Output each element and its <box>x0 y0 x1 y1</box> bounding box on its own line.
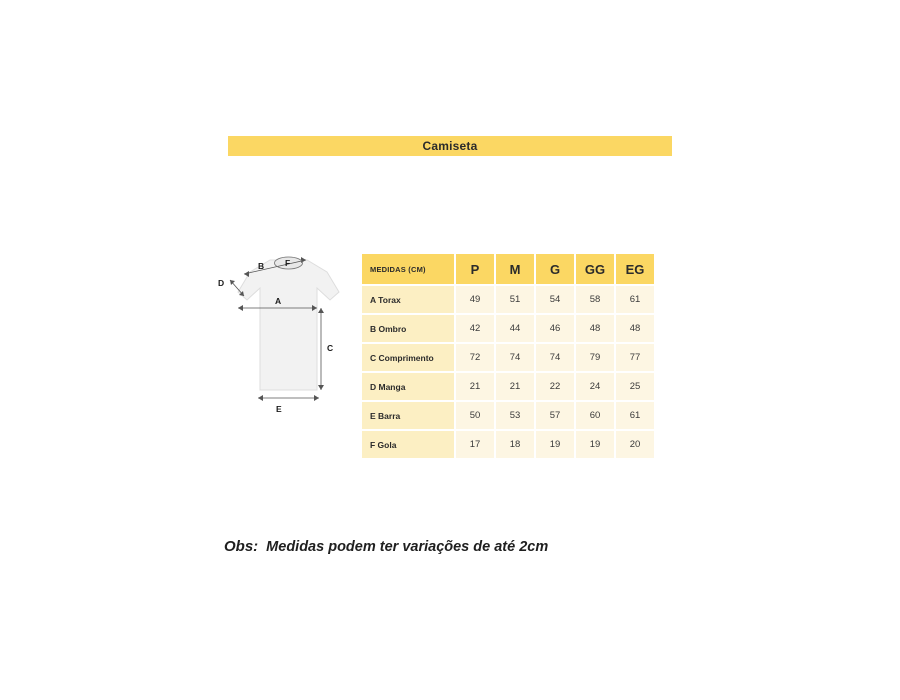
cell-ombro-g: 46 <box>536 315 574 342</box>
cell-torax-gg: 58 <box>576 286 614 313</box>
cell-torax-g: 54 <box>536 286 574 313</box>
size-header-m: M <box>496 254 534 284</box>
chart-title-bar <box>228 136 672 156</box>
cell-barra-m: 53 <box>496 402 534 429</box>
table-corner-header: MEDIDAS (CM) <box>362 254 454 284</box>
table-row <box>362 431 654 458</box>
dimension-label-e: E <box>276 404 282 414</box>
row-label-gola: F Gola <box>362 431 454 458</box>
table-row <box>362 402 654 429</box>
cell-comprimento-g: 74 <box>536 344 574 371</box>
row-label-comprimento: C Comprimento <box>362 344 454 371</box>
row-label-manga: D Manga <box>362 373 454 400</box>
cell-torax-m: 51 <box>496 286 534 313</box>
cell-comprimento-m: 74 <box>496 344 534 371</box>
tshirt-diagram <box>214 238 364 438</box>
cell-manga-p: 21 <box>456 373 494 400</box>
cell-manga-eg: 25 <box>616 373 654 400</box>
cell-ombro-eg: 48 <box>616 315 654 342</box>
cell-manga-m: 21 <box>496 373 534 400</box>
table-row <box>362 344 654 371</box>
cell-gola-gg: 19 <box>576 431 614 458</box>
cell-manga-gg: 24 <box>576 373 614 400</box>
cell-gola-g: 19 <box>536 431 574 458</box>
cell-torax-eg: 61 <box>616 286 654 313</box>
cell-comprimento-eg: 77 <box>616 344 654 371</box>
cell-manga-g: 22 <box>536 373 574 400</box>
row-label-torax: A Torax <box>362 286 454 313</box>
cell-gola-p: 17 <box>456 431 494 458</box>
table-header-row <box>362 254 654 284</box>
cell-gola-m: 18 <box>496 431 534 458</box>
note-line <box>224 538 548 555</box>
cell-ombro-m: 44 <box>496 315 534 342</box>
size-header-g: G <box>536 254 574 284</box>
table-row <box>362 315 654 342</box>
size-header-p: P <box>456 254 494 284</box>
cell-torax-p: 49 <box>456 286 494 313</box>
cell-comprimento-p: 72 <box>456 344 494 371</box>
note-text: Medidas podem ter variações de até 2cm <box>266 539 549 555</box>
cell-ombro-p: 42 <box>456 315 494 342</box>
dimension-label-c: C <box>327 343 334 353</box>
cell-barra-g: 57 <box>536 402 574 429</box>
cell-comprimento-gg: 79 <box>576 344 614 371</box>
cell-barra-gg: 60 <box>576 402 614 429</box>
cell-barra-p: 50 <box>456 402 494 429</box>
note-label: Obs: <box>224 538 259 555</box>
cell-barra-eg: 61 <box>616 402 654 429</box>
tshirt-shape <box>238 257 339 390</box>
dimension-label-a: A <box>275 296 282 306</box>
table-row <box>362 286 654 313</box>
dimension-label-b: B <box>258 261 265 271</box>
dimension-label-f: F <box>285 258 291 268</box>
row-label-barra: E Barra <box>362 402 454 429</box>
cell-ombro-gg: 48 <box>576 315 614 342</box>
cell-gola-eg: 20 <box>616 431 654 458</box>
size-header-gg: GG <box>576 254 614 284</box>
page-title: Camiseta <box>422 139 478 153</box>
table-row <box>362 373 654 400</box>
size-table <box>360 252 656 460</box>
row-label-ombro: B Ombro <box>362 315 454 342</box>
dimension-label-d: D <box>218 278 225 288</box>
size-header-eg: EG <box>616 254 654 284</box>
